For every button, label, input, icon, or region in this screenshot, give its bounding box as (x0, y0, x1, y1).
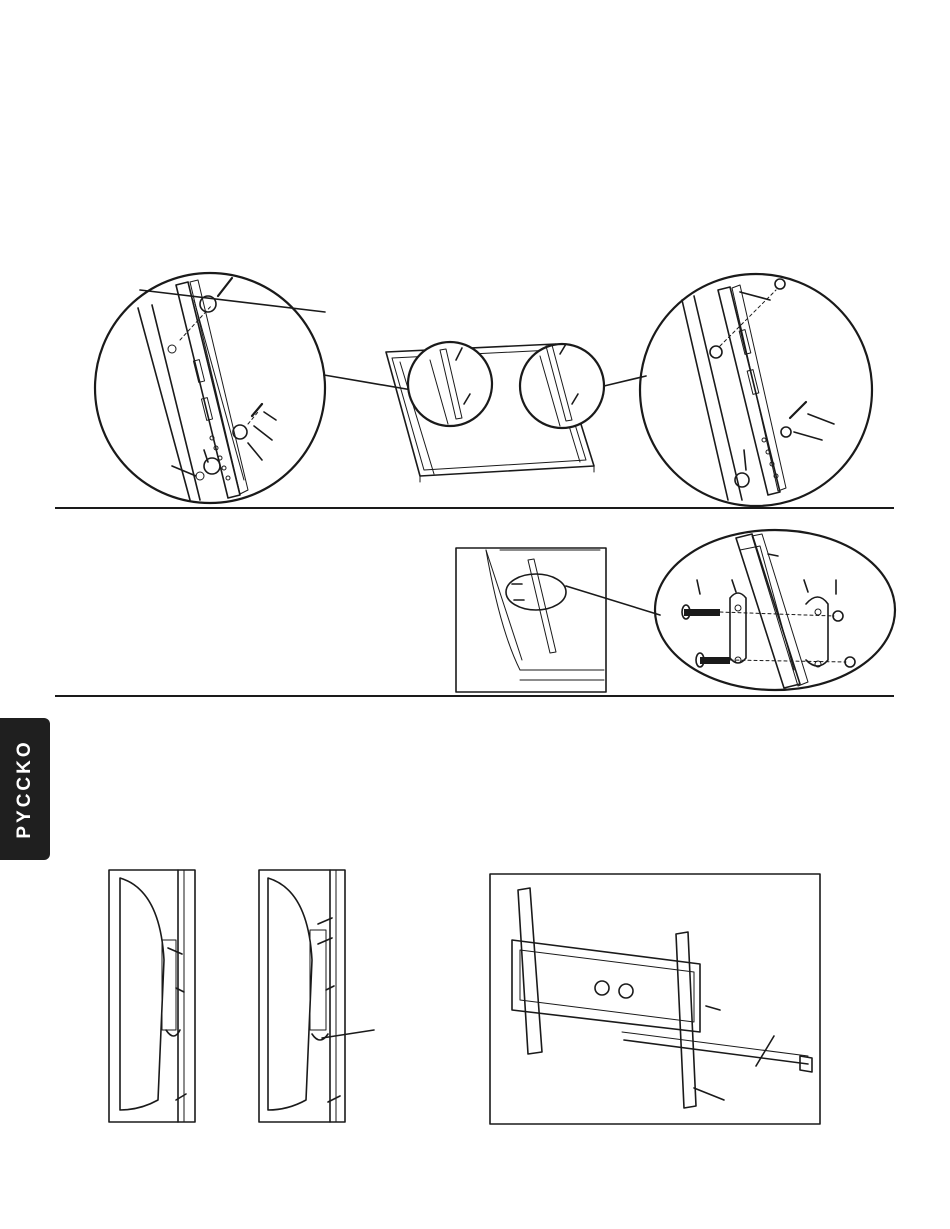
side-view-panel-a (109, 870, 195, 1122)
section-divider-2 (55, 695, 894, 697)
bracket-detail-oval (655, 530, 895, 690)
left-detail-circle (95, 273, 325, 503)
step1-illustration (0, 0, 950, 520)
language-tab-label: PYCCKO (14, 739, 35, 839)
wall-plate-assembly-view (490, 874, 820, 1124)
right-detail-circle (640, 274, 872, 506)
section-divider-1 (55, 507, 894, 509)
tv-back-panel (386, 342, 604, 482)
step3-illustration (0, 860, 950, 1160)
side-view-panel-b (259, 870, 374, 1122)
language-side-tab (0, 718, 50, 860)
step2-illustration (0, 520, 950, 710)
tv-back-boxed-view (456, 548, 606, 692)
